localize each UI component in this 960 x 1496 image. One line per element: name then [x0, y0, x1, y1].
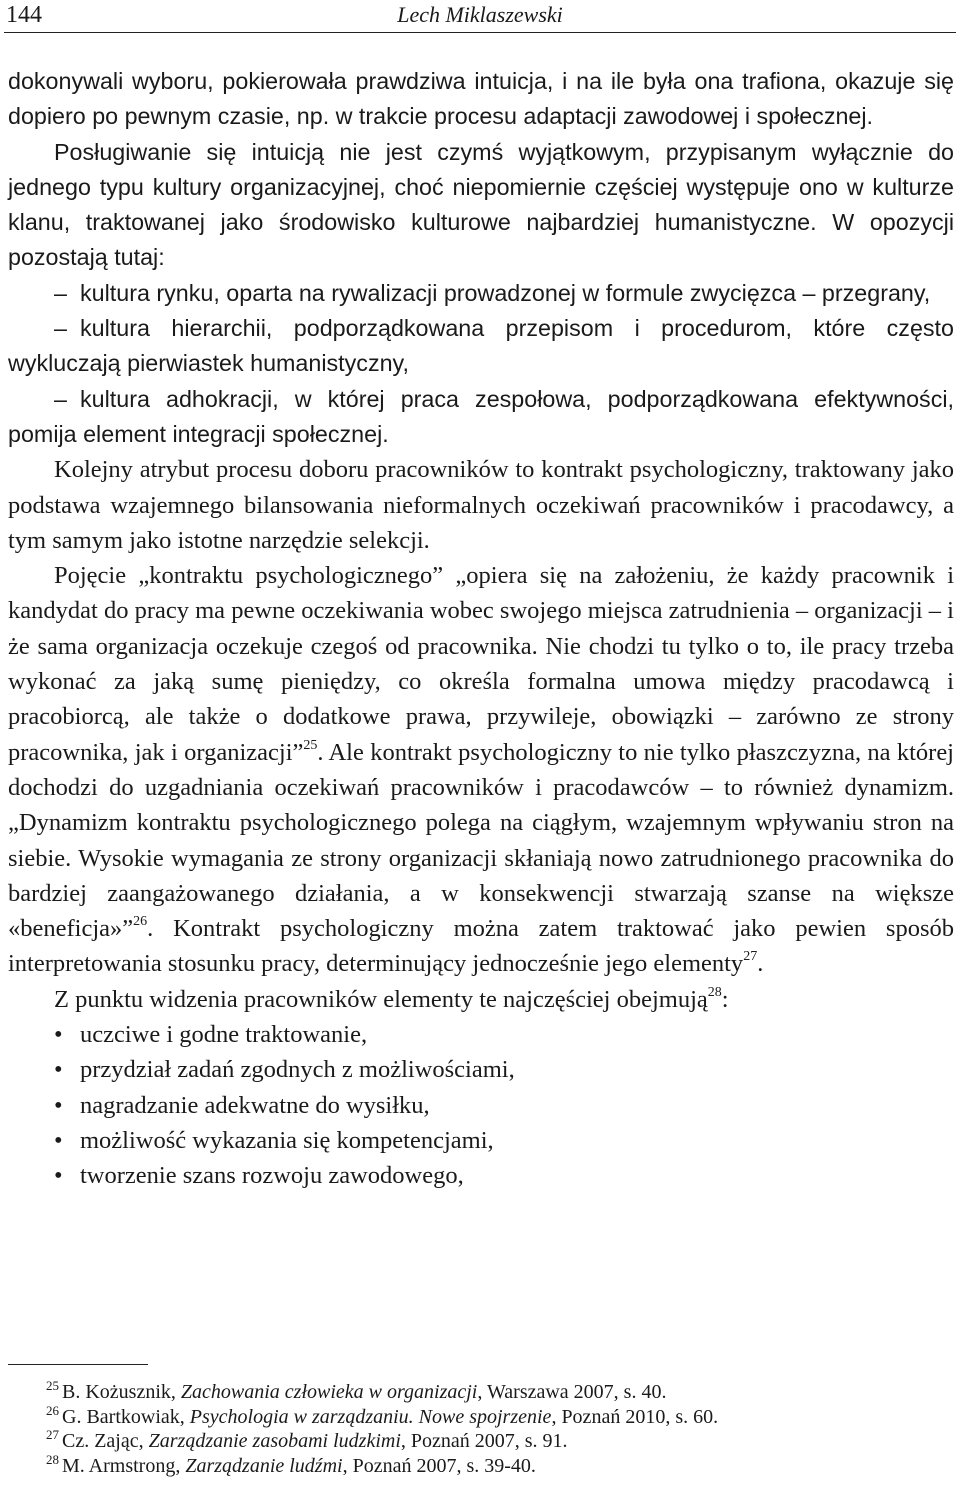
dash-marker: – — [54, 279, 67, 306]
footnote-author: B. Kożusznik, — [62, 1381, 181, 1403]
footnote — [46, 1429, 946, 1454]
page-header — [4, 0, 956, 33]
footnote-title: Zarządzanie ludźmi — [185, 1454, 343, 1477]
list-item-text: przydział zadań zgodnych z możliwościami, — [80, 1056, 515, 1084]
footnote — [46, 1380, 946, 1405]
footnote-title: Zachowania człowieka w organizacji — [180, 1381, 478, 1403]
footnote-publication: , Poznań 2007, s. 39-40. — [342, 1454, 536, 1477]
paragraph-text: . Ale kontrakt psychologiczny to nie tylko płaszczyzna, na której dochodzi do uzgadniania oczekiwań pracowników i pracodawców – to również dynamizm. „Dynamizm kontraktu psychologicznego polega na ciągłym, wzajemnym wpływaniu stron na siebie. Wysokie wymagania ze strony organizacji skłaniają nowo zatrudnionego pracownika do bardziej zaangażowanego działania, a w konsekwencji stwarzają szanse na większe «beneficja»” — [8, 738, 954, 943]
paragraph-text: Z punktu widzenia pracowników elementy te najczęściej obejmują — [54, 985, 708, 1013]
footnote-title: Psychologia w zarządzaniu. Nowe spojrzenie — [189, 1405, 552, 1428]
footnote-publication: , Poznań 2007, s. 91. — [400, 1430, 568, 1452]
list-item — [8, 1158, 954, 1193]
bullet-icon: • — [54, 1162, 63, 1190]
dash-marker: – — [54, 385, 67, 412]
footnote-ref: 25 — [303, 737, 318, 753]
list-item-text: nagradzanie adekwatne do wysiłku, — [80, 1091, 430, 1119]
paragraph-contract-concept — [8, 558, 954, 982]
running-head-author: Lech Miklaszewski — [397, 2, 563, 27]
dash-item-text: kultura adhokracji, w której praca zespołowa, podporządkowana efektywności, pomija element integracji społecznej. — [8, 385, 954, 447]
footnotes — [46, 1380, 946, 1478]
footnote-number: 26 — [46, 1402, 59, 1418]
list-item-text: uczciwe i godne traktowanie, — [80, 1021, 368, 1049]
footnote — [46, 1402, 946, 1430]
footnote-ref: 27 — [743, 949, 758, 965]
list-item — [8, 1052, 954, 1087]
list-item-text: tworzenie szans rozwoju zawodowego, — [80, 1162, 464, 1190]
footnote-ref: 26 — [133, 914, 148, 930]
footnote-number: 28 — [46, 1451, 59, 1467]
footnote-separator — [8, 1364, 148, 1365]
footnote-title: Zarządzanie zasobami ludzkimi — [148, 1430, 401, 1452]
bullet-icon: • — [54, 1091, 63, 1119]
bullet-list — [8, 1017, 954, 1193]
list-item — [8, 1088, 954, 1123]
paragraph-text: . Kontrakt psychologiczny można zatem traktować jako pewien sposób interpretowania stosunku pracy, determinujący jednocześnie jego elementy — [8, 915, 954, 978]
dash-item-hierarchy-culture — [8, 311, 954, 382]
list-item — [8, 1017, 954, 1052]
footnote-publication: , Warszawa 2007, s. 40. — [477, 1381, 667, 1403]
bullet-icon: • — [54, 1056, 63, 1084]
list-item-text: możliwość wykazania się kompetencjami, — [80, 1126, 494, 1154]
dash-marker: – — [54, 315, 67, 342]
footnote-number: 25 — [46, 1378, 59, 1393]
dash-item-text: kultura rynku, oparta na rywalizacji prowadzonej w formule zwycięzca – przegrany, — [80, 279, 931, 306]
bullet-icon: • — [54, 1021, 63, 1049]
footnote-number: 27 — [46, 1427, 59, 1442]
paragraph-text: Pojęcie „kontraktu psychologicznego” „opiera się na założeniu, że każdy pracownik i kandydat do pracy ma pewne oczekiwania wobec swojego miejsca zatrudnienia – organizacji – i że sama organizacja oczekuje czegoś od pracownika. Nie chodzi tu tylko o to, ile pracy trzeba wykonać za jaką sumę pieniędzy, co określa formalna umowa między pracodawcą i pracobiorcą, ale także o dodatkowe prawa, przywileje, obowiązki – zarówno ze strony pracownika, jak i organizacji” — [8, 562, 954, 766]
footnote-author: Cz. Zając, — [62, 1430, 149, 1452]
footnote — [46, 1451, 946, 1479]
page-number: 144 — [6, 2, 42, 28]
paragraph-text: : — [721, 985, 729, 1013]
dash-item-text: kultura hierarchii, podporządkowana przepisom i procedurom, które często wykluczają pierwiastek humanistyczny, — [8, 315, 954, 377]
paragraph-employee-view — [8, 982, 954, 1017]
footnote-author: M. Armstrong, — [62, 1454, 186, 1477]
paragraph-continuation: dokonywali wyboru, pokierowała prawdziwa intuicja, i na ile była ona trafiona, okazuje się dopiero po pewnym czasie, np. w trakcie procesu adaptacji zawodowej i społecznej. — [8, 68, 954, 130]
dash-item-adhocracy-culture — [8, 382, 954, 453]
paragraph-intuition: Posługiwanie się intuicją nie jest czymś wyjątkowym, przypisanym wyłącznie do jednego typu kultury organizacyjnej, choć niepomiernie częściej występuje ono w kulturze klanu, traktowanej jako środowisko kulturowe najbardziej humanistyczne. W opozycji pozostają tutaj: — [8, 138, 954, 271]
list-item — [8, 1123, 954, 1158]
dash-item-market-culture — [8, 276, 954, 311]
footnote-publication: , Poznań 2010, s. 60. — [551, 1405, 719, 1428]
footnote-ref: 28 — [707, 984, 722, 1000]
paragraph-text: . — [757, 950, 764, 978]
footnote-author: G. Bartkowiak, — [62, 1405, 190, 1428]
body-text — [8, 64, 954, 1194]
paragraph-psychological-contract: Kolejny atrybut procesu doboru pracowników to kontrakt psychologiczny, traktowany jako podstawa wzajemnego bilansowania nieformalnych oczekiwań pracowników i pracodawcy, a tym samym jako istotne narzędzie selekcji. — [8, 456, 954, 554]
bullet-icon: • — [54, 1126, 63, 1154]
